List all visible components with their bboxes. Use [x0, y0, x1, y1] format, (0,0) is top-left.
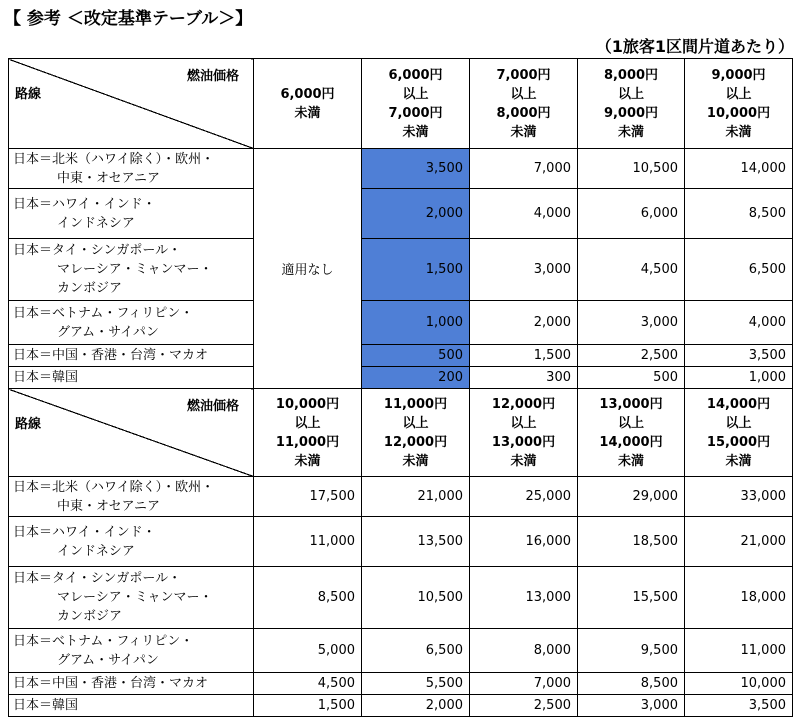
price-band-text: 7,000円 — [496, 67, 551, 83]
route-text: インドネシア — [57, 543, 135, 559]
route-cell — [9, 345, 254, 367]
surcharge-value: 4,000 — [685, 301, 793, 345]
surcharge-value: 15,500 — [578, 567, 685, 629]
route-text: グアム・サイパン — [57, 324, 159, 340]
surcharge-value: 29,000 — [578, 477, 685, 517]
route-cell — [9, 673, 254, 695]
table2-header-row — [9, 389, 793, 477]
surcharge-value: 1,500 — [254, 695, 362, 717]
surcharge-value: 2,000 — [362, 189, 470, 239]
table-row — [9, 345, 793, 367]
price-band-text: 以上 — [402, 86, 429, 102]
route-text: 日本＝韓国 — [13, 698, 79, 713]
surcharge-value: 2,000 — [470, 301, 578, 345]
price-band-text: 13,000円 — [599, 396, 663, 412]
route-text: 中東・オセアニア — [57, 170, 160, 186]
route-text: 日本＝ベトナム・フィリピン・ — [13, 633, 194, 649]
surcharge-value: 13,500 — [362, 517, 470, 567]
table-row — [9, 477, 793, 517]
route-text: カンボジア — [57, 281, 123, 296]
surcharge-value: 7,000 — [470, 673, 578, 695]
table-row — [9, 149, 793, 189]
surcharge-value: 18,000 — [685, 567, 793, 629]
price-band-text: 10,000円 — [275, 396, 340, 412]
price-band-text: 以上 — [725, 415, 752, 431]
price-band-text: 6,000円 — [280, 86, 335, 102]
price-band-text: 9,000円 — [603, 105, 659, 121]
price-band-text: 11,000円 — [275, 434, 340, 450]
price-band-text: 以上 — [510, 86, 537, 102]
price-band-header — [470, 389, 578, 477]
price-band-text: 未満 — [294, 105, 321, 121]
surcharge-value: 8,500 — [254, 567, 362, 629]
route-text: 日本＝北米（ハワイ除く）・欧州・ — [13, 151, 215, 167]
price-band-text: 8,000円 — [603, 67, 659, 83]
table-row — [9, 301, 793, 345]
price-band-text: 14,000円 — [599, 434, 663, 450]
route-label: 路線 — [15, 417, 42, 432]
route-cell — [9, 477, 254, 517]
surcharge-value: 10,000 — [685, 673, 793, 695]
table-row — [9, 189, 793, 239]
surcharge-value: 200 — [362, 367, 470, 389]
route-cell — [9, 239, 254, 301]
surcharge-value: 1,500 — [470, 345, 578, 367]
price-band-header — [362, 59, 470, 149]
surcharge-value: 5,500 — [362, 673, 470, 695]
page-title: 【 参考 ＜改定基準テーブル＞】 — [4, 9, 253, 29]
surcharge-value: 25,000 — [470, 477, 578, 517]
price-band-text: 12,000円 — [383, 434, 448, 450]
route-cell — [9, 567, 254, 629]
surcharge-value: 7,000 — [470, 149, 578, 189]
price-band-text: 6,000円 — [388, 67, 443, 83]
surcharge-value: 1,000 — [362, 301, 470, 345]
fuel-price-label: 燃油価格 — [186, 69, 239, 84]
surcharge-value: 3,000 — [470, 239, 578, 301]
surcharge-value: 1,000 — [685, 367, 793, 389]
table-row — [9, 367, 793, 389]
price-band-text: 以上 — [402, 415, 429, 431]
price-band-text: 以上 — [617, 86, 644, 102]
surcharge-value: 10,500 — [362, 567, 470, 629]
surcharge-value: 5,000 — [254, 629, 362, 673]
surcharge-value: 6,500 — [362, 629, 470, 673]
surcharge-value: 3,500 — [362, 149, 470, 189]
surcharge-value: 21,000 — [362, 477, 470, 517]
price-band-text: 未満 — [294, 453, 321, 469]
price-band-text: 以上 — [294, 415, 321, 431]
surcharge-value: 2,000 — [362, 695, 470, 717]
route-cell — [9, 517, 254, 567]
table-row — [9, 239, 793, 301]
route-label: 路線 — [15, 87, 42, 102]
price-band-text: 未満 — [510, 124, 537, 140]
surcharge-value: 9,500 — [578, 629, 685, 673]
surcharge-value: 11,000 — [685, 629, 793, 673]
surcharge-value: 500 — [578, 367, 685, 389]
price-band-header — [362, 389, 470, 477]
surcharge-value: 8,500 — [685, 189, 793, 239]
price-band-text: 以上 — [510, 415, 537, 431]
table-row — [9, 695, 793, 717]
surcharge-value: 500 — [362, 345, 470, 367]
route-cell — [9, 695, 254, 717]
price-band-text: 12,000円 — [491, 396, 556, 412]
price-band-text: 7,000円 — [388, 105, 443, 121]
surcharge-value: 16,000 — [470, 517, 578, 567]
route-text: 中東・オセアニア — [57, 498, 160, 514]
surcharge-value: 2,500 — [578, 345, 685, 367]
route-text: カンボジア — [57, 609, 123, 624]
surcharge-value: 6,000 — [578, 189, 685, 239]
corner-cell — [9, 389, 254, 477]
surcharge-value: 21,000 — [685, 517, 793, 567]
route-text: 日本＝北米（ハワイ除く）・欧州・ — [13, 479, 215, 495]
price-band-text: 以上 — [725, 86, 752, 102]
price-band-text: 9,000円 — [711, 67, 766, 83]
surcharge-value: 4,000 — [470, 189, 578, 239]
route-text: インドネシア — [57, 215, 135, 231]
table1-header-row — [9, 59, 793, 149]
surcharge-value: 3,000 — [578, 695, 685, 717]
price-band-text: 未満 — [617, 124, 644, 140]
surcharge-value: 8,000 — [470, 629, 578, 673]
price-band-text: 10,000円 — [706, 105, 771, 121]
surcharge-value: 14,000 — [685, 149, 793, 189]
surcharge-value: 300 — [470, 367, 578, 389]
price-band-text: 14,000円 — [706, 396, 771, 412]
surcharge-value: 3,500 — [685, 345, 793, 367]
route-text: 日本＝ハワイ・インド・ — [13, 524, 156, 540]
route-text: 日本＝中国・香港・台湾・マカオ — [13, 676, 209, 691]
route-cell — [9, 149, 254, 189]
surcharge-table — [8, 58, 793, 717]
price-band-text: 未満 — [402, 453, 429, 469]
corner-cell — [9, 59, 254, 149]
price-band-header — [470, 59, 578, 149]
price-band-header — [254, 389, 362, 477]
surcharge-value: 1,500 — [362, 239, 470, 301]
route-cell — [9, 301, 254, 345]
table-row — [9, 517, 793, 567]
surcharge-value: 3,000 — [578, 301, 685, 345]
price-band-text: 未満 — [510, 453, 537, 469]
route-cell — [9, 629, 254, 673]
price-band-header — [685, 59, 793, 149]
price-band-text: 8,000円 — [496, 105, 551, 121]
surcharge-value: 3,500 — [685, 695, 793, 717]
surcharge-value: 8,500 — [578, 673, 685, 695]
route-text: マレーシア・ミャンマー・ — [57, 590, 213, 605]
route-text: マレーシア・ミャンマー・ — [57, 262, 213, 277]
table-row — [9, 673, 793, 695]
not-applicable-cell: 適用なし — [254, 149, 362, 389]
price-band-text: 13,000円 — [491, 434, 556, 450]
price-band-text: 未満 — [725, 124, 752, 140]
price-band-text: 以上 — [617, 415, 644, 431]
surcharge-value: 10,500 — [578, 149, 685, 189]
price-band-header — [254, 59, 362, 149]
price-band-text: 11,000円 — [383, 396, 448, 412]
surcharge-value: 18,500 — [578, 517, 685, 567]
price-band-header — [578, 59, 685, 149]
fuel-price-label: 燃油価格 — [186, 399, 239, 414]
surcharge-value: 4,500 — [254, 673, 362, 695]
surcharge-value: 33,000 — [685, 477, 793, 517]
route-cell — [9, 189, 254, 239]
surcharge-value: 6,500 — [685, 239, 793, 301]
route-text: 日本＝中国・香港・台湾・マカオ — [13, 348, 209, 363]
route-text: 日本＝ベトナム・フィリピン・ — [13, 305, 194, 321]
surcharge-value: 4,500 — [578, 239, 685, 301]
surcharge-value: 2,500 — [470, 695, 578, 717]
price-band-text: 未満 — [402, 124, 429, 140]
price-band-text: 未満 — [617, 453, 644, 469]
price-band-header — [578, 389, 685, 477]
surcharge-value: 13,000 — [470, 567, 578, 629]
route-cell — [9, 367, 254, 389]
route-text: 日本＝ハワイ・インド・ — [13, 196, 156, 212]
price-band-header — [685, 389, 793, 477]
price-band-text: 15,000円 — [706, 434, 771, 450]
unit-note: （1旅客1区間片道あたり） — [595, 37, 794, 56]
table-row — [9, 567, 793, 629]
route-text: 日本＝タイ・シンガポール・ — [13, 243, 182, 258]
route-text: グアム・サイパン — [57, 652, 159, 668]
price-band-text: 未満 — [725, 453, 752, 469]
surcharge-value: 17,500 — [254, 477, 362, 517]
route-text: 日本＝タイ・シンガポール・ — [13, 571, 182, 586]
route-text: 日本＝韓国 — [13, 370, 79, 385]
table-row — [9, 629, 793, 673]
surcharge-value: 11,000 — [254, 517, 362, 567]
